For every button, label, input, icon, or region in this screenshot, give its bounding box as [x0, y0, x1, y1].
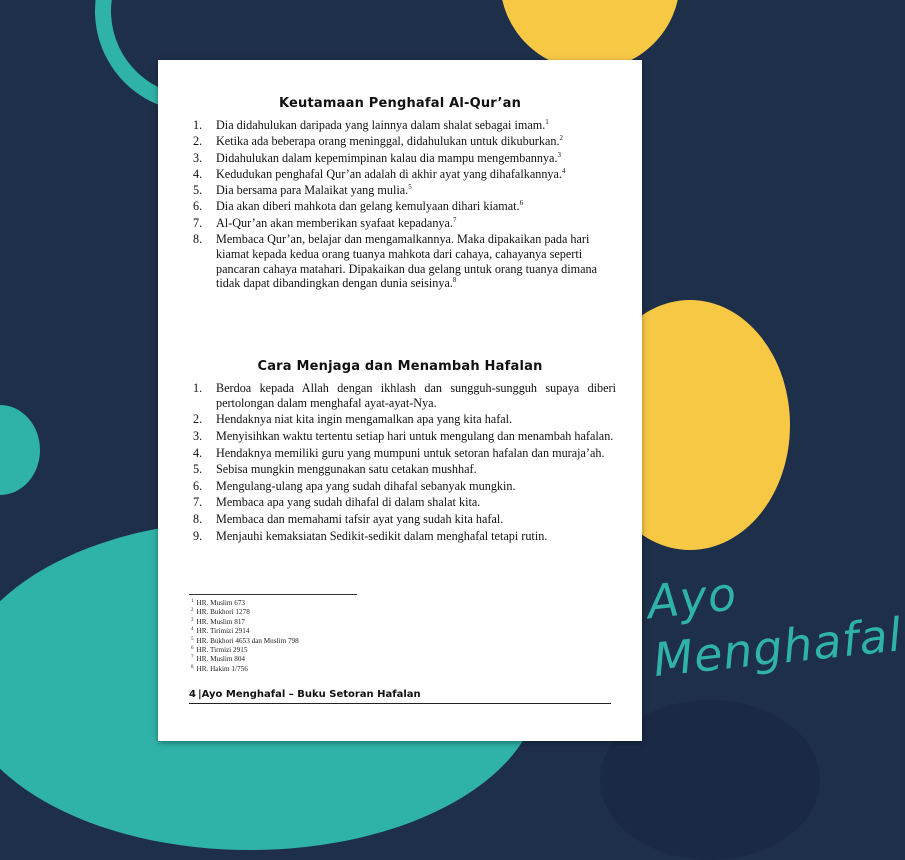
keutamaan-list [188, 118, 616, 293]
page-number: 4 [189, 689, 196, 700]
list-item-text: Al-Qur’an akan memberikan syafaat kepadanya. [216, 215, 453, 230]
list-item: 6. Dia akan diberi mahkota dan gelang kemulyaan dihari kiamat.$^6$ [193, 199, 524, 214]
page-footer [189, 689, 611, 704]
section-title-keutamaan: Keutamaan Penghafal Al-Qur’an [278, 96, 522, 111]
footnote-ref: 2 [559, 134, 564, 143]
footnote: $^8$ HR. Hakim 1/756 [191, 664, 248, 673]
footnote-divider [189, 594, 357, 595]
list-item: 1. Dia didahulukan daripada yang lainnya dalam shalat sebagai imam.$^1$ [193, 118, 549, 132]
book-page [158, 60, 642, 741]
footnote: $^6$ HR. Tirmizi 2915 [191, 646, 248, 655]
list-item: 5. Dia bersama para Malaikat yang mulia.$^5$ [193, 183, 412, 198]
footnote-ref: 6 [519, 199, 524, 208]
list-item: 4. Kedudukan penghafal Qur’an adalah di akhir ayat yang dihafalkannya.$^4$ [193, 166, 566, 181]
list-item: 8. Membaca Qur’an, belajar dan mengamalkannya. Maka dipakaikan pada hari kiamat kepada kedua orang tuanya mahkota dari cahaya, cahayanya seperti pancaran cahaya matahari. Dipakaikan dua gelang untuk orang tuanya dimana tidak dapat dibandingkan dengan dunia seisinya.$^8$ [193, 232, 598, 291]
footnote: $^7$ HR. Muslim 804 [191, 655, 246, 664]
list-item: 4. Hendaknya memiliki guru yang mumpuni untuk setoran hafalan dan muraja’ah. [193, 445, 605, 460]
list-item: 1. Berdoa kepada Allah dengan ikhlash dan sungguh-sungguh supaya diberi pertolongan dalam menghafal ayat-ayat-Nya. [193, 381, 616, 410]
list-item-text: Kedudukan penghafal Qur’an adalah di akhir ayat yang dihafalkannya. [216, 166, 562, 181]
list-item-text: Berdoa kepada Allah dengan ikhlash dan sungguh-sungguh supaya diberi pertolongan dalam menghafal ayat-ayat-Nya. [216, 381, 616, 410]
cara-menjaga-list [188, 381, 616, 545]
footnote-ref: 1 [545, 118, 549, 126]
list-item-text: Menjauhi kemaksiatan Sedikit-sedikit dalam menghafal tetapi rutin. [216, 528, 548, 543]
section-title-cara-menjaga: Cara Menjaga dan Menambah Hafalan [257, 359, 543, 374]
footnote-ref: 7 [452, 215, 457, 224]
footer-title: Ayo Menghafal – Buku Setoran Hafalan [201, 689, 421, 700]
list-item: 7. Membaca apa yang sudah dihafal di dalam shalat kita. [193, 495, 481, 510]
list-item: 5. Sebisa mungkin menggunakan satu cetakan mushhaf. [193, 462, 477, 477]
list-item-text: Mengulang-ulang apa yang sudah dihafal sebanyak mungkin. [216, 478, 516, 493]
footnote-ref: 8 [452, 276, 457, 285]
list-item-text: Membaca apa yang sudah dihafal di dalam shalat kita. [216, 495, 481, 510]
list-item-text: Menyisihkan waktu tertentu setiap hari untuk mengulang dan menambah hafalan. [216, 428, 614, 443]
list-item: 9. Menjauhi kemaksiatan Sedikit-sedikit dalam menghafal tetapi rutin. [193, 528, 548, 543]
list-item-text: Didahulukan dalam kepemimpinan kalau dia mampu mengembannya. [216, 150, 558, 165]
footnote: $^2$ HR. Bukhori 1278 [191, 608, 250, 617]
brand-lettering: Ayo Menghafal [644, 566, 905, 688]
footer-separator: | [197, 689, 202, 700]
list-item-text: Dia didahulukan daripada yang lainnya dalam shalat sebagai imam. [216, 118, 546, 132]
list-item: 3. Menyisihkan waktu tertentu setiap hari untuk mengulang dan menambah hafalan. [193, 428, 614, 443]
list-item-text: Hendaknya niat kita ingin mengamalkan apa yang kita hafal. [216, 412, 513, 427]
list-item-text: Sebisa mungkin menggunakan satu cetakan mushhaf. [216, 462, 477, 477]
footnote: $^5$ HR. Bukhori 4653 dan Muslim 798 [191, 636, 299, 645]
footnote: $^1$ HR. Muslim 673 [191, 599, 246, 607]
list-item: 2. Hendaknya niat kita ingin mengamalkan apa yang kita hafal. [193, 412, 513, 427]
list-item-text: Ketika ada beberapa orang meninggal, didahulukan untuk dikuburkan. [216, 134, 560, 149]
list-item-text: Dia bersama para Malaikat yang mulia. [216, 183, 409, 198]
list-item-text: Membaca Qur’an, belajar dan mengamalkannya. Maka dipakaikan pada hari kiamat kepada kedua orang tuanya mahkota dari cahaya, cahayanya seperti pancaran cahaya matahari. Dipakaikan dua gelang untuk orang tuanya dimana tidak dapat dibandingkan dengan dunia seisinya. [216, 232, 598, 291]
footnote: $^4$ HR. Tirimizi 2914 [191, 627, 250, 636]
list-item-text: Hendaknya memiliki guru yang mumpuni untuk setoran hafalan dan muraja’ah. [216, 445, 605, 460]
list-item: 3. Didahulukan dalam kepemimpinan kalau dia mampu mengembannya.$^3$ [193, 150, 561, 165]
list-item-text: Membaca dan memahami tafsir ayat yang sudah kita hafal. [216, 511, 504, 526]
footnote-ref: 4 [561, 166, 566, 175]
footnotes [191, 599, 491, 674]
list-item: 7. Al-Qur’an akan memberikan syafaat kepadanya.$^7$ [193, 215, 457, 230]
list-item-text: Dia akan diberi mahkota dan gelang kemulyaan dihari kiamat. [216, 199, 520, 214]
list-item: 6. Mengulang-ulang apa yang sudah dihafal sebanyak mungkin. [193, 478, 516, 493]
teal-circle-left-decoration [0, 405, 40, 495]
list-item: 2. Ketika ada beberapa orang meninggal, didahulukan untuk dikuburkan.$^2$ [193, 134, 564, 149]
list-item: 8. Membaca dan memahami tafsir ayat yang sudah kita hafal. [193, 511, 504, 526]
footnote: $^3$ HR. Muslim 817 [191, 617, 246, 626]
footnote-ref: 3 [557, 150, 561, 159]
footnote-ref: 5 [408, 183, 412, 192]
